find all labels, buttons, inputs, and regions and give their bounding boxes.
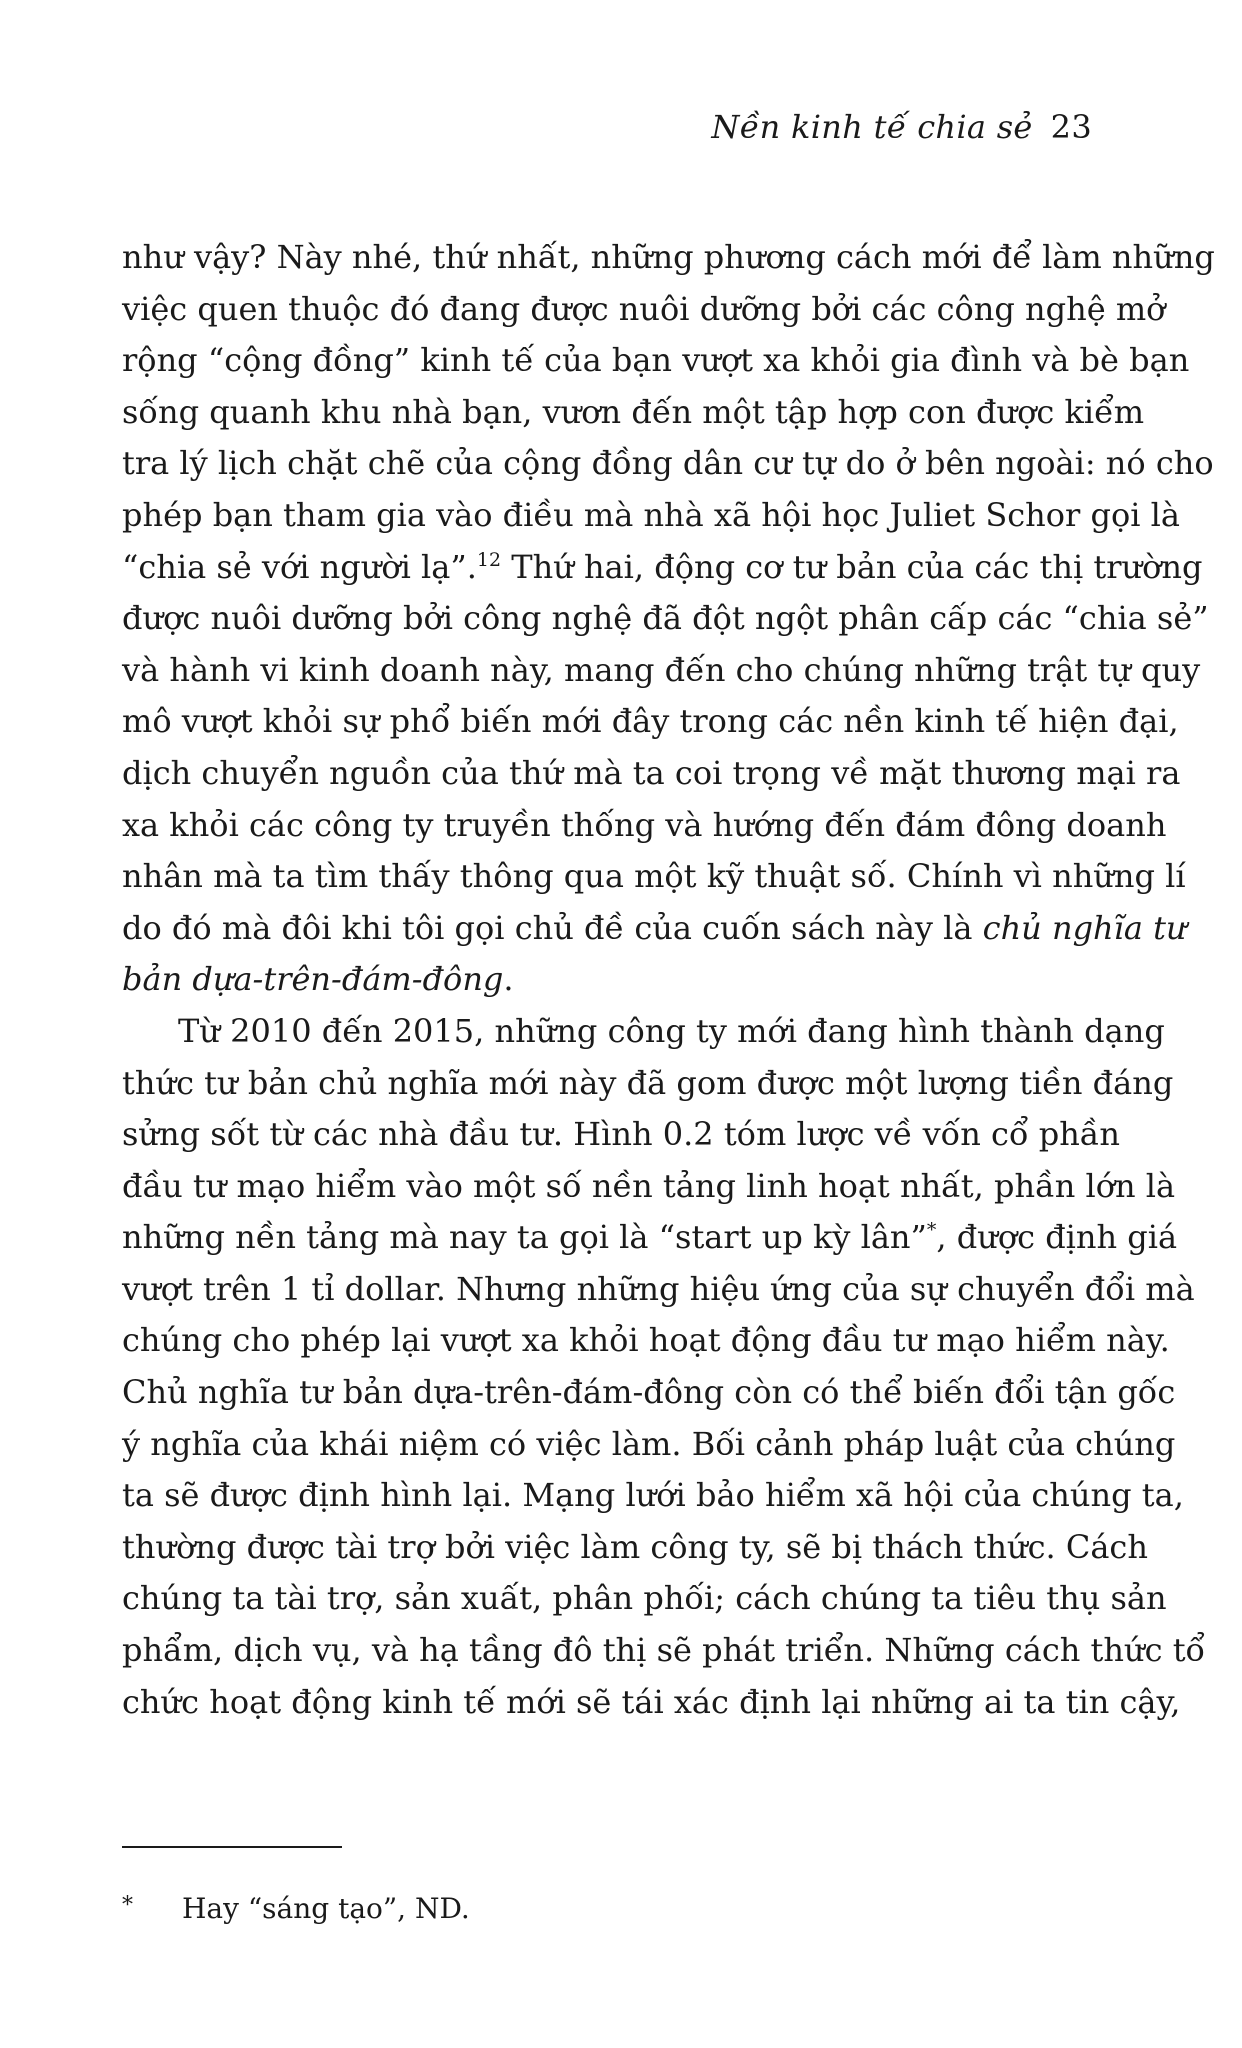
text-line: dịch chuyển nguồn của thứ mà ta coi trọng về mặt thương mại ra — [122, 753, 1181, 792]
footnote-marker: * — [122, 1893, 133, 1918]
text-line: xa khỏi các công ty truyền thống và hướng đến đám đông doanh — [122, 805, 1167, 844]
text-line: phẩm, dịch vụ, và hạ tầng đô thị sẽ phát triển. Những cách thức tổ — [122, 1631, 1206, 1670]
text-segment: Thứ hai, động cơ tư bản của các thị trường — [501, 547, 1203, 586]
text-line — [122, 954, 1122, 1006]
text-line — [122, 903, 1187, 955]
text-line: sống quanh khu nhà bạn, vươn đến một tập hợp con được kiểm — [122, 392, 1145, 431]
text-line — [122, 542, 1203, 594]
footnote-text: Hay “sáng tạo”, ND. — [182, 1892, 470, 1925]
text-line: đầu tư mạo hiểm vào một số nền tảng linh hoạt nhất, phần lớn là — [122, 1166, 1176, 1205]
text-line: chúng cho phép lại vượt xa khỏi hoạt động đầu tư mạo hiểm này. — [122, 1321, 1170, 1360]
text-line: nhân mà ta tìm thấy thông qua một kỹ thuật số. Chính vì những lí — [122, 857, 1186, 896]
text-line — [122, 1212, 1178, 1264]
footnote — [122, 1888, 470, 1927]
text-line: mô vượt khỏi sự phổ biến mới đây trong các nền kinh tế hiện đại, — [122, 702, 1179, 741]
text-segment: , được định giá — [936, 1218, 1178, 1257]
text-line: Chủ nghĩa tư bản dựa-trên-đám-đông còn có thể biến đổi tận gốc — [122, 1373, 1176, 1412]
text-line: và hành vi kinh doanh này, mang đến cho chúng những trật tự quy — [122, 650, 1201, 689]
text-line: tra lý lịch chặt chẽ của cộng đồng dân cư tự do ở bên ngoài: nó cho — [122, 444, 1214, 483]
text-line: phép bạn tham gia vào điều mà nhà xã hội học Juliet Schor gọi là — [122, 495, 1180, 534]
text-line: việc quen thuộc đó đang được nuôi dưỡng bởi các công nghệ mở — [122, 289, 1166, 328]
text-line: thức tư bản chủ nghĩa mới này đã gom được một lượng tiền đáng — [122, 1063, 1174, 1102]
text-line: Từ 2010 đến 2015, những công ty mới đang hình thành dạng — [178, 1011, 1165, 1050]
text-line: ý nghĩa của khái niệm có việc làm. Bối cảnh pháp luật của chúng — [122, 1424, 1176, 1463]
text-segment: “chia sẻ với người lạ”. — [122, 547, 477, 586]
italic-term: bản dựa-trên-đám-đông — [122, 960, 504, 999]
text-line: vượt trên 1 tỉ dollar. Nhưng những hiệu ứng của sự chuyển đổi mà — [122, 1269, 1195, 1308]
page-number: 23 — [1050, 108, 1092, 146]
text-line: như vậy? Này nhé, thứ nhất, những phương cách mới để làm những — [122, 238, 1215, 276]
italic-term: chủ nghĩa tư — [982, 908, 1187, 947]
text-segment: những nền tảng mà nay ta gọi là “start up kỳ lân” — [122, 1218, 927, 1257]
text-line: sửng sốt từ các nhà đầu tư. Hình 0.2 tóm lược về vốn cổ phần — [122, 1115, 1121, 1154]
footnote-divider — [122, 1846, 342, 1848]
text-segment: . — [503, 960, 514, 999]
body-text — [122, 232, 1215, 1728]
text-line: ta sẽ được định hình lại. Mạng lưới bảo hiểm xã hội của chúng ta, — [122, 1476, 1184, 1515]
text-segment: do đó mà đôi khi tôi gọi chủ đề của cuốn sách này là — [122, 908, 983, 947]
text-line: thường được tài trợ bởi việc làm công ty, sẽ bị thách thức. Cách — [122, 1527, 1148, 1566]
text-line: được nuôi dưỡng bởi công nghệ đã đột ngột phân cấp các “chia sẻ” — [122, 599, 1209, 638]
text-line: rộng “cộng đồng” kinh tế của bạn vượt xa khỏi gia đình và bè bạn — [122, 341, 1190, 380]
chapter-title: Nền kinh tế chia sẻ — [711, 108, 1033, 146]
endnote-reference: 12 — [476, 548, 502, 571]
text-line: chức hoạt động kinh tế mới sẽ tái xác định lại những ai ta tin cậy, — [122, 1682, 1181, 1721]
footnote-reference: * — [926, 1219, 937, 1242]
text-line: chúng ta tài trợ, sản xuất, phân phối; cách chúng ta tiêu thụ sản — [122, 1579, 1167, 1618]
running-head — [711, 108, 1092, 146]
